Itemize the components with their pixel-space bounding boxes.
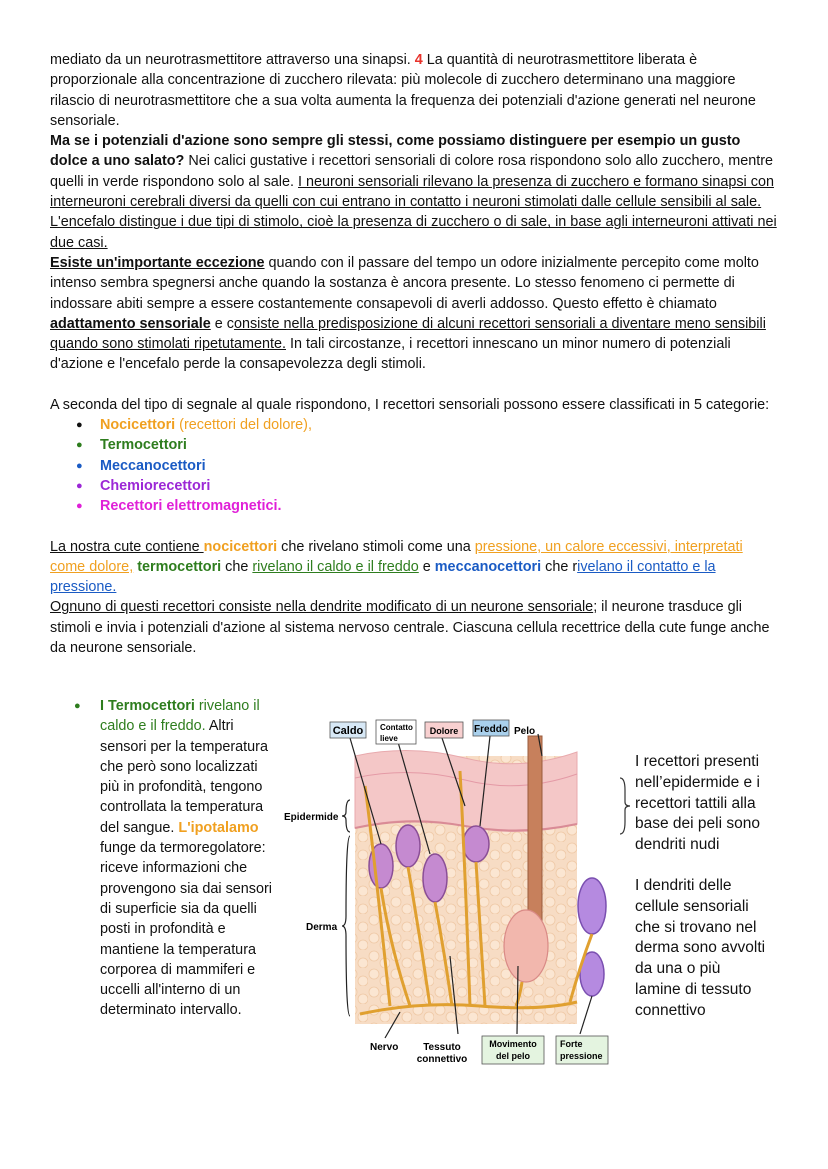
label-movimento: Movimento [489, 1039, 537, 1049]
main-text [50, 50, 780, 658]
label-pelo: Pelo [514, 726, 536, 737]
label-del-pelo: del pelo [495, 1051, 531, 1061]
bracket-icon [618, 776, 632, 836]
side-line: connettivo [635, 1001, 706, 1019]
reference-number: 4 [414, 52, 423, 68]
label-derma: Derma [306, 922, 338, 933]
side-line: I recettori presenti [635, 753, 760, 770]
text: ; il neurone trasduce gli stimoli e invia i potenziali d'azione al sistema nervoso centrale. Ciascuna cellula recettrice della cute funge anche da neurone sensoriale. [50, 599, 770, 657]
side-line: dendriti nudi [635, 836, 720, 854]
label-tessuto: Tessuto [423, 1042, 461, 1053]
paragraph-5 [50, 537, 780, 598]
category-note: (recettori del dolore), [175, 417, 312, 434]
side-line: I dendriti delle [635, 877, 732, 894]
underlined-text: I neuroni sensoriali rilevano la presenza di zucchero e formano sinapsi con interneuroni cerebrali diversi da quelli con cui entrano in contatto i neuroni stimolati dalle cellule sensibili al sale. L'encefalo distingue i due tipi di stimolo, cioè la presenza di zucchero o di sale, in base agli interneuroni attivati nei due casi. [50, 173, 777, 251]
term-termocettori: termocettori [137, 558, 222, 575]
label-forte: Forte [560, 1039, 583, 1049]
label-lieve: lieve [380, 734, 398, 743]
side-line: recettori tattili alla [635, 794, 756, 812]
text: funge da termoregolatore: riceve informazioni che provengono sia dai sensori di superficie sia da quelli posti in profondità e mantiene la temperatura corporea di mammiferi e uccelli all'interno di un determinato intervallo. [100, 840, 272, 1019]
side-line: cellule sensoriali [635, 897, 749, 915]
text: Nei calici gustative i recettori sensoriali di colore rosa rispondono solo allo zucchero, mentre quelli in verde rispondono solo al sale. [50, 153, 774, 190]
term-adattamento: adattamento sensoriale [50, 315, 211, 332]
receptor-corpuscle [396, 825, 420, 867]
side-note-1 [635, 752, 760, 856]
category-list [50, 415, 780, 516]
term-meccanocettori: meccanocettori [434, 558, 542, 575]
label-contatto: Contatto [380, 723, 413, 732]
underlined-text: rivelano il caldo e il freddo [252, 558, 419, 575]
pacinian-corpuscle [578, 878, 606, 934]
bullet-icon: ● [74, 700, 81, 712]
label-freddo: Freddo [474, 724, 508, 735]
paragraph-3 [50, 253, 780, 375]
label-caldo: Caldo [332, 725, 364, 737]
text: In tali circostanze, i recettori innescano un minor numero di potenziali d'azione e l'encefalo perde la consapevolezza degli stimoli. [50, 336, 731, 373]
text: quando con il passare del tempo un odore inizialmente percepito come molto intenso sembra spegnersi anche quando la sostanza è ancora presente. Lo stesso fenomeno ci permette di indossare abiti sempre a essere costantemente consapevoli di averli addosso. Questo effetto è chiamato [50, 254, 759, 312]
question-heading: Ma se i potenziali d'azione sono sempre gli stessi, come possiamo distinguere per esempio un gusto dolce a uno salato? [50, 133, 741, 170]
category-chemiorecettori: Chemiorecettori [100, 477, 211, 494]
thermo-bullet [76, 696, 276, 1021]
text: La quantità di neurotrasmettitore liberata è proporzionale alla concentrazione di zucchero rilevata: più molecole di zucchero determinano una maggiore rilascio di neurotrasmettitore che a sua volta aumenta la frequenza dei potenziali d'azione generati nel neurone sensoriale. [50, 52, 756, 129]
exception-heading: Esiste un'importante eccezione [50, 254, 265, 271]
term-nocicettori: nocicettori [203, 538, 278, 555]
receptor-corpuscle [423, 854, 447, 902]
thermo-text [76, 696, 276, 1021]
paragraph-4: A seconda del tipo di segnale al quale rispondono, I recettori sensoriali possono essere classificati in 5 categorie: [50, 396, 770, 413]
label-pressione: pressione [560, 1051, 603, 1061]
category-termocettori: Termocettori [100, 437, 187, 454]
hair-follicle [504, 910, 548, 982]
receptor-corpuscle [463, 826, 489, 862]
text: che [221, 558, 253, 575]
list-item [76, 415, 780, 435]
text: e c [210, 315, 234, 332]
text: e [418, 558, 435, 575]
side-line: lamine di tessuto [635, 980, 752, 998]
text: che r [541, 558, 578, 575]
label-epidermide: Epidermide [284, 812, 339, 823]
side-line: da una o più [635, 960, 721, 978]
epidermis-layer [355, 750, 577, 831]
list-item [76, 476, 780, 496]
paragraph-2 [50, 131, 780, 253]
text: Altri sensori per la temperatura che però sono localizzati più in profondità, tengono controllata la temperatura del sangue. [100, 718, 268, 836]
underlined-text: ivelano il contatto e la pressione. [50, 558, 716, 596]
text: La nostra cute contiene [50, 538, 204, 555]
text: mediato da un neurotrasmettitore attraverso una sinapsi. [50, 52, 415, 68]
term-ipotalamo: L'ipotalamo [178, 819, 259, 836]
text: che rivelano stimoli come una [277, 538, 475, 555]
side-note-2 [635, 876, 765, 1022]
text: rivelano il caldo e il freddo. [100, 698, 260, 735]
paragraph-6 [50, 597, 780, 658]
side-line: base dei peli sono [635, 815, 760, 833]
side-line: che si trovano nel [635, 918, 757, 936]
underlined-text: Ognuno di questi recettori consiste nella dendrite modificato di un neurone sensoriale [50, 599, 594, 616]
list-item [76, 496, 780, 516]
skin-receptors-diagram [280, 716, 620, 1068]
term-termocettori: I Termocettori [100, 698, 195, 714]
label-dolore: Dolore [429, 726, 459, 736]
underlined-text: onsiste nella predisposizione di alcuni recettori sensoriali a diventare meno sensibili quando sono stimolati ripetutamente. [50, 315, 766, 353]
category-nocicettori: Nocicettori [100, 417, 176, 434]
list-item [76, 435, 780, 455]
category-meccanocettori: Meccanocettori [100, 457, 206, 474]
side-line: nell’epidermide e i [635, 773, 760, 791]
label-connettivo: connettivo [416, 1054, 468, 1065]
underlined-text: pressione, un calore eccessivi, interpretati come dolore, [50, 538, 743, 575]
paragraph-1 [50, 50, 780, 131]
side-line: derma sono avvolti [635, 939, 766, 957]
label-nervo: Nervo [370, 1042, 399, 1053]
list-item [76, 456, 780, 476]
category-elettromagnetici: Recettori elettromagnetici. [100, 498, 282, 515]
